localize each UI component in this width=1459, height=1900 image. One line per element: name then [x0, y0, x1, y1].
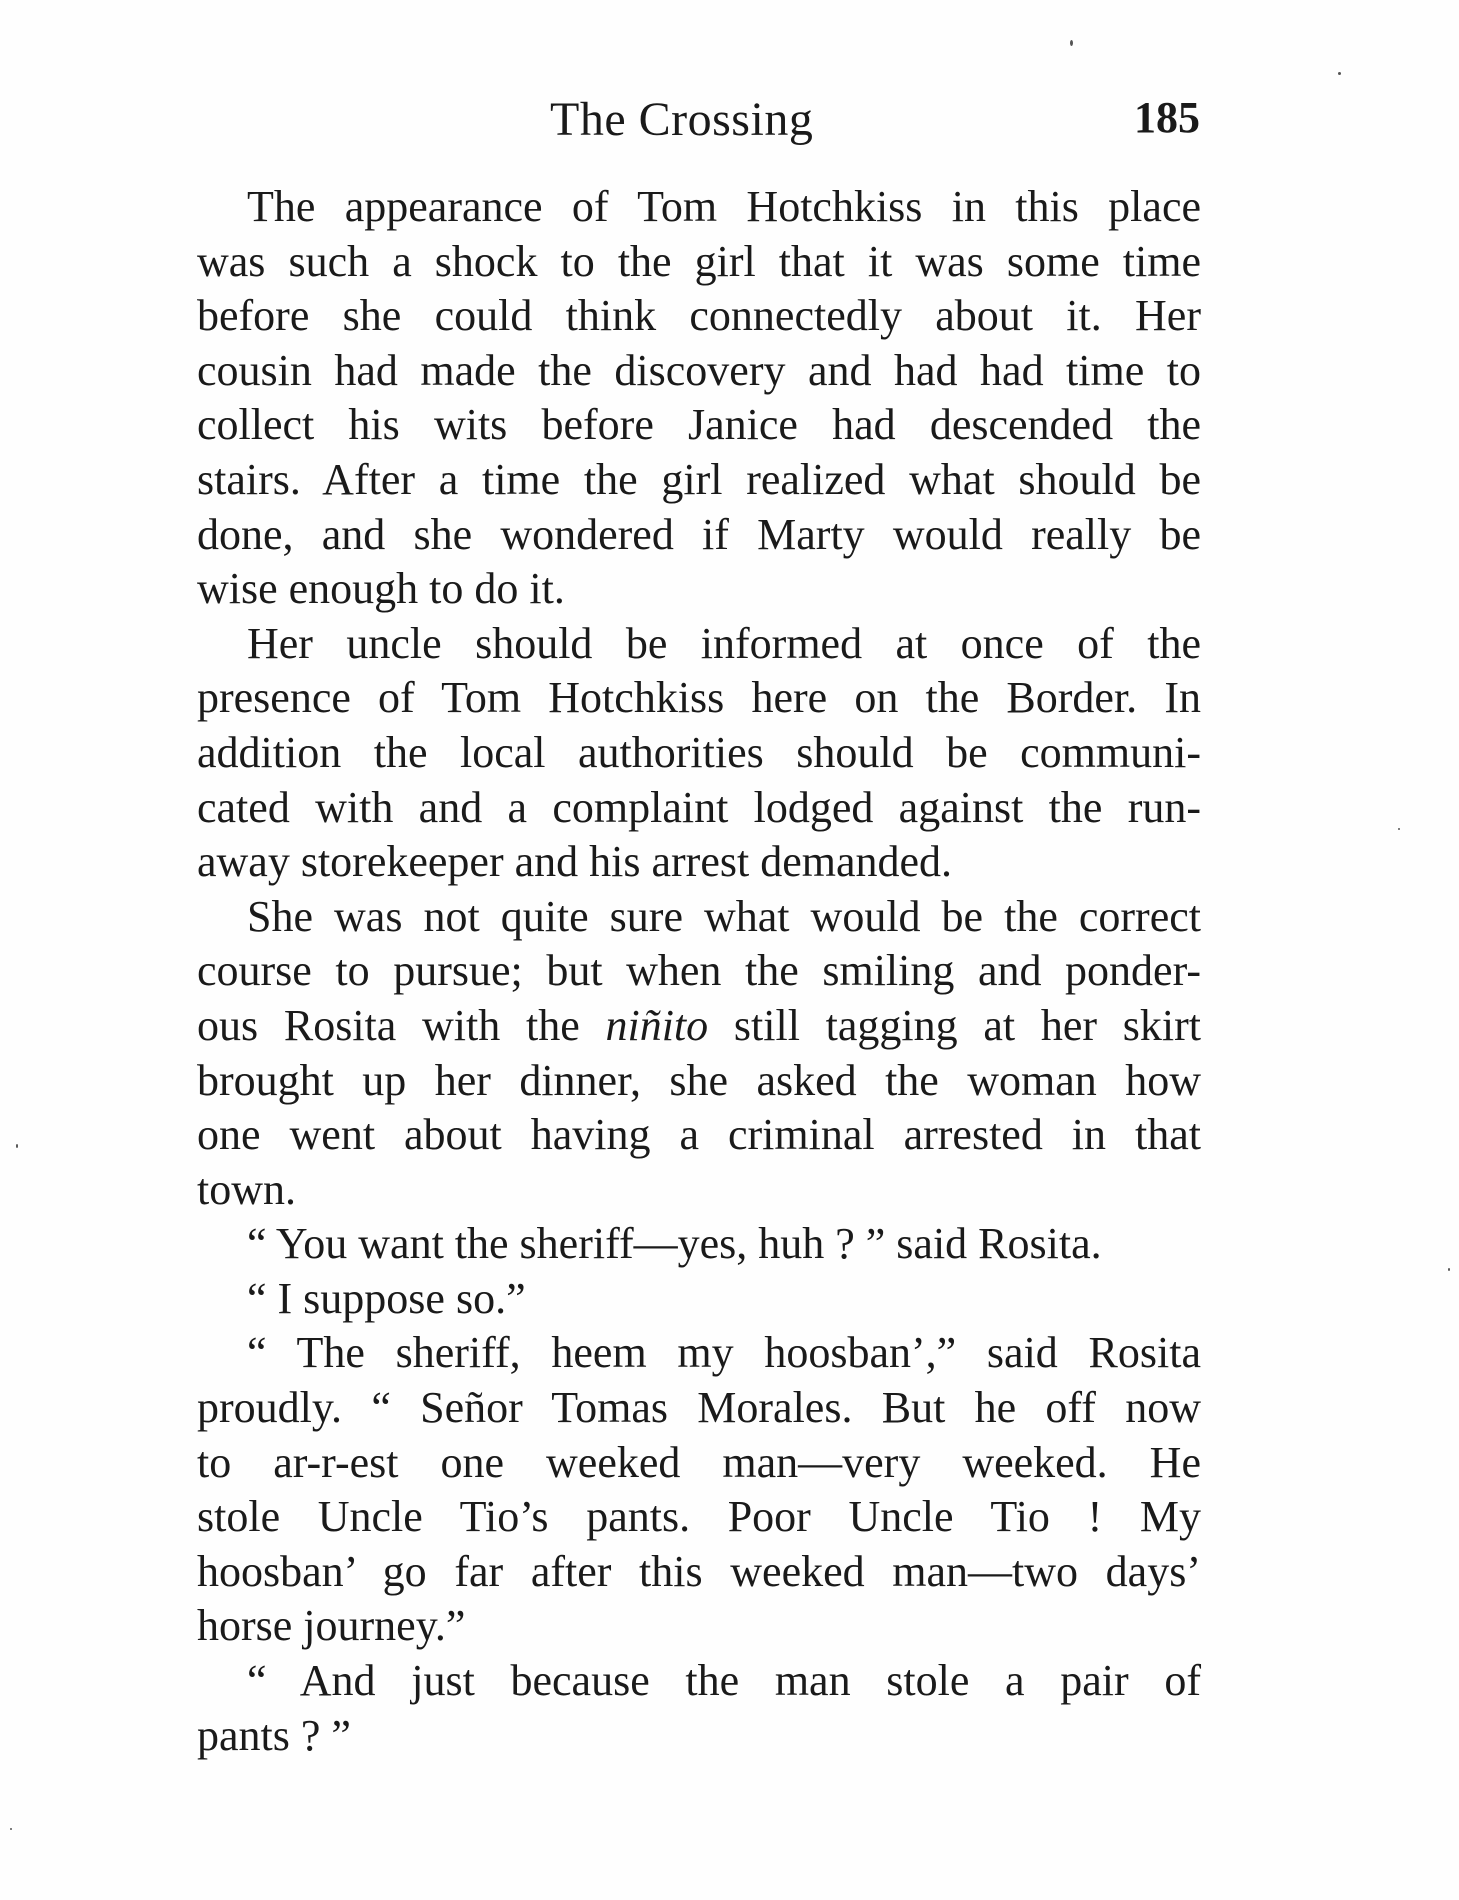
- text-line: before she could think connectedly about it. Her: [197, 291, 1201, 341]
- text-line: to ar-r-est one weeked man—very weeked. He: [197, 1437, 1201, 1487]
- text-line: “ I suppose so.”: [247, 1273, 526, 1323]
- text-line: presence of Tom Hotchkiss here on the Border. In: [197, 673, 1201, 723]
- scan-speck: [1398, 828, 1400, 830]
- text-line: cated with and a complaint lodged against the run-: [197, 782, 1201, 832]
- text-line: hoosban’ go far after this weeked man—two days’: [197, 1546, 1201, 1596]
- text-line: collect his wits before Janice had descended the: [197, 400, 1201, 450]
- text-line: “ You want the sheriff—yes, huh ? ” said Rosita.: [247, 1219, 1102, 1269]
- body-text: [197, 180, 1201, 1763]
- text-line: She was not quite sure what would be the correct: [247, 891, 1201, 941]
- text-line: course to pursue; but when the smiling and ponder-: [197, 946, 1201, 996]
- text-line: brought up her dinner, she asked the woman how: [197, 1055, 1201, 1105]
- text-line: done, and she wondered if Marty would really be: [197, 509, 1201, 559]
- scan-speck: [1448, 1268, 1450, 1271]
- page-header: [200, 92, 1200, 162]
- text-line: wise enough to do it.: [197, 564, 565, 614]
- text-line: “ And just because the man stole a pair of: [247, 1656, 1201, 1706]
- italic-word: niñito: [605, 1000, 709, 1050]
- text-line: cousin had made the discovery and had had time to: [197, 345, 1201, 395]
- text-line: ous Rosita with the niñito still tagging at her skirt: [197, 1000, 1201, 1050]
- text-line: horse journey.”: [197, 1601, 466, 1651]
- scan-speck: [1338, 72, 1341, 75]
- page-number: 185: [1134, 93, 1200, 142]
- running-title: The Crossing: [550, 93, 814, 146]
- scan-speck: [16, 1144, 18, 1148]
- scan-speck: [10, 1828, 12, 1830]
- text-line: addition the local authorities should be communi-: [197, 727, 1201, 777]
- text-line: Her uncle should be informed at once of the: [247, 618, 1201, 668]
- scan-speck: [1070, 40, 1073, 46]
- text-line: stairs. After a time the girl realized what should be: [197, 454, 1201, 504]
- text-line: one went about having a criminal arrested in that: [197, 1110, 1201, 1160]
- text-line: proudly. “ Señor Tomas Morales. But he off now: [197, 1383, 1201, 1433]
- text-line: “ The sheriff, heem my hoosban’,” said Rosita: [247, 1328, 1201, 1378]
- text-line: The appearance of Tom Hotchkiss in this place: [247, 182, 1201, 231]
- text-line: pants ? ”: [197, 1710, 351, 1760]
- text-line: was such a shock to the girl that it was some time: [197, 236, 1201, 286]
- text-line: away storekeeper and his arrest demanded.: [197, 837, 953, 887]
- text-line: town.: [197, 1164, 296, 1214]
- text-line: stole Uncle Tio’s pants. Poor Uncle Tio ! My: [197, 1492, 1201, 1542]
